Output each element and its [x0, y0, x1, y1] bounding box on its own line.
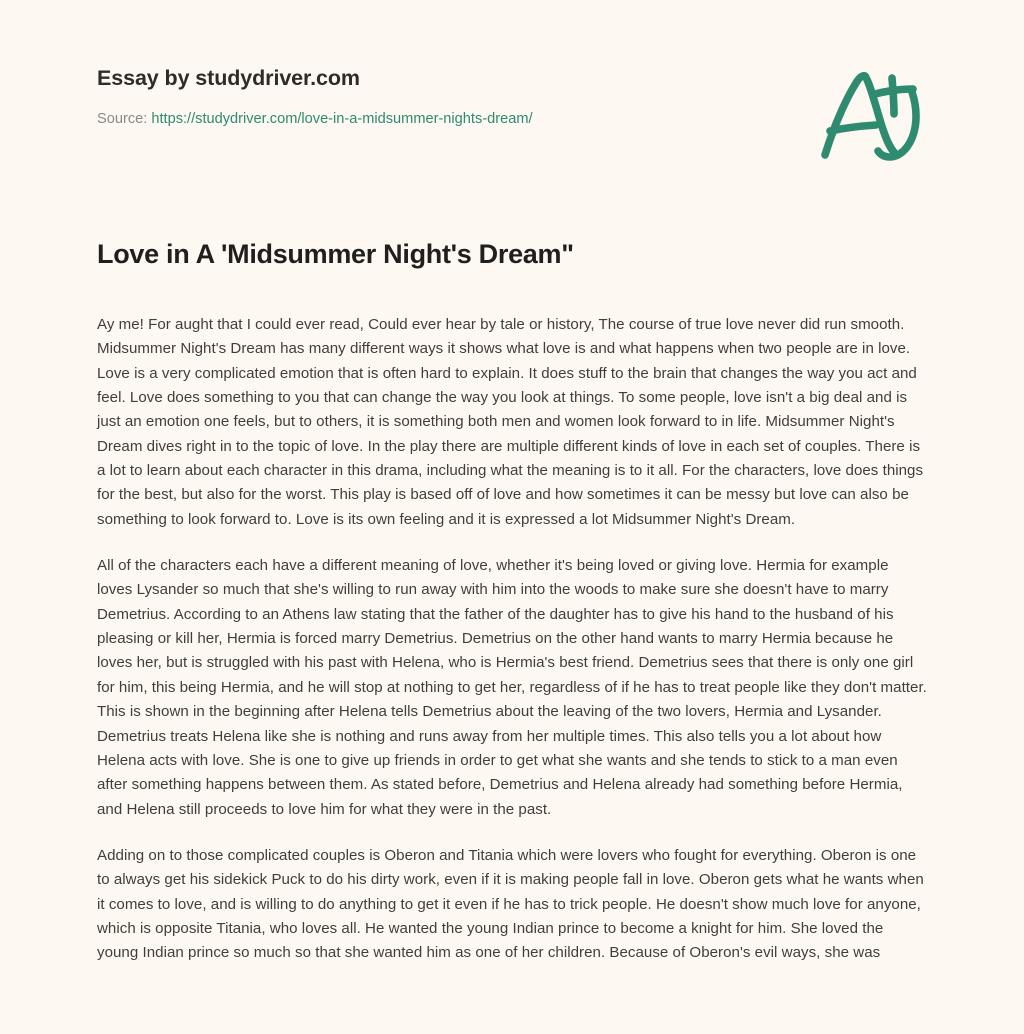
essay-body [97, 313, 928, 966]
studydriver-a-plus-logo [808, 58, 932, 166]
paragraph-1: Ay me! For aught that I could ever read, Could ever hear by tale or history, The course of true love never did run smooth. Midsummer Night's Dream has many different ways it shows what love is and what happens when two people are in love. Love is a very complicated emotion that is often hard to explain. It does stuff to the brain that changes the way you act and feel. Love does something to you that can change the way you look at things. To some people, love isn't a big deal and is just an emotion one feels, but to others, it is something both men and women look forward to in life. Midsummer Night's Dream dives right in to the topic of love. In the play there are multiple different kinds of love in each set of couples. There is a lot to learn about each character in this drama, including what the meaning is to it all. For the characters, love does things for the best, but also for the worst. This play is based off of love and how sometimes it can be messy but love can also be something to look forward to. Love is its own feeling and it is expressed a lot Midsummer Night's Dream. [97, 316, 924, 528]
source-url-link[interactable]: https://studydriver.com/love-in-a-midsummer-nights-dream/ [151, 110, 533, 127]
source-label: Source: [97, 110, 148, 127]
essay-byline: Essay by studydriver.com [97, 66, 360, 90]
a-plus-icon [808, 58, 932, 166]
paragraph-3: Adding on to those complicated couples is Oberon and Titania which were lovers who fought for everything. Oberon is one to always get his sidekick Puck to do his dirty work, even if it is making people fall in love. Oberon gets what he wants when it comes to love, and is willing to do anything to get it even if he has to trick people. He doesn't show much love for anyone, which is opposite Titania, who loves all. He wanted the young Indian prince to become a knight for him. She loved the young Indian prince so much so that she wanted him as one of her children. Because of Oberon's evil ways, she was [97, 846, 924, 962]
paragraph-2: All of the characters each have a different meaning of love, whether it's being loved or giving love. Hermia for example loves Lysander so much that she's willing to run away with him into the woods to make sure she doesn't have to marry Demetrius. According to an Athens law stating that the father of the daughter has to give his hand to the husband of his pleasing or kill her, Hermia is forced marry Demetrius. Demetrius on the other hand wants to marry Hermia because he loves her, but is struggled with his past with Helena, who is Hermia's best friend. Demetrius sees that there is only one girl for him, this being Hermia, and he will stop at nothing to get her, regardless of if he has to treat people like they don't matter. This is shown in the beginning after Helena tells Demetrius about the leaving of the two lovers, Hermia and Lysander. Demetrius treats Helena like she is nothing and runs away from her multiple times. This also tells you a lot about how Helena acts with love. She is one to give up friends in order to get what she wants and she tends to stick to a man even after something happens between them. As stated before, Demetrius and Helena already had something before Hermia, and Helena still proceeds to love him for what they were in the past. [97, 557, 927, 818]
page-title: Love in A 'Midsummer Night's Dream" [97, 239, 574, 269]
